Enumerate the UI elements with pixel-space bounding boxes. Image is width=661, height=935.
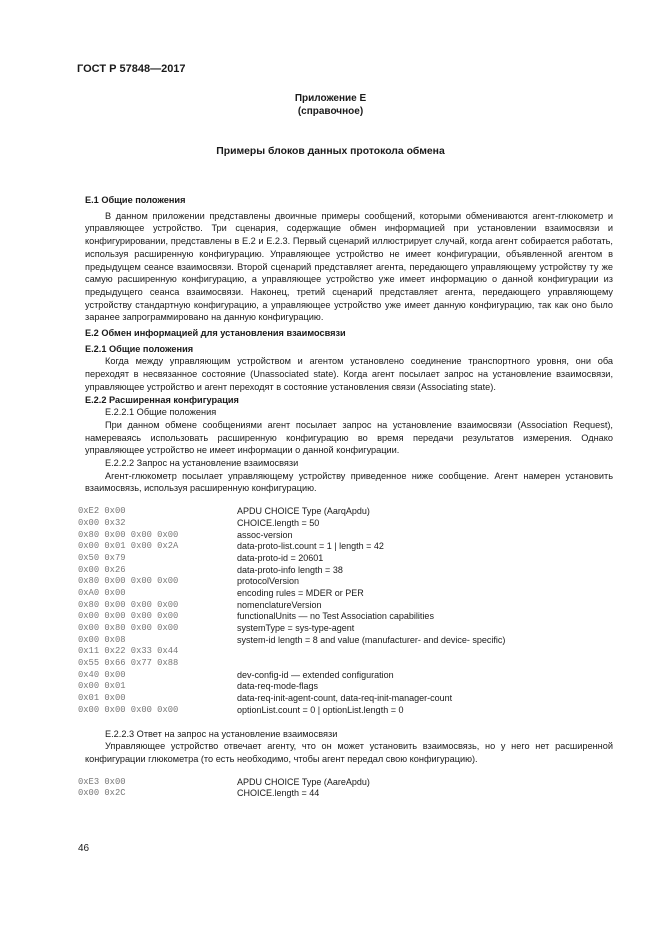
code-line (78, 669, 613, 682)
code-hex: 0x40 0x00 (78, 669, 126, 680)
code-line (78, 623, 613, 635)
annex-main-title: Примеры блоков данных протокола обмена (216, 146, 445, 157)
code-hex: 0x11 0x22 0x33 0x44 (78, 646, 179, 657)
page-number: 46 (78, 843, 90, 854)
code-hex: 0x00 0x01 0x00 0x2A (78, 541, 179, 552)
code-line (78, 587, 613, 600)
section-heading-e1: Е.1 Общие положения (85, 195, 186, 205)
code-hex: 0x00 0x01 (78, 681, 126, 692)
section-heading-e21: Е.2.1 Общие положения (85, 343, 194, 354)
code-line (78, 599, 613, 612)
code-description: CHOICE.length = 50 (237, 517, 320, 528)
paragraph-e223: Управляющее устройство отвечает агенту, что он может установить взаимосвязь, но у него нет расширенной конфигурации глюкометра (то есть необходимо, чтобы агент передал свою конфигурацию). (85, 741, 613, 764)
code-line (78, 517, 613, 530)
code-description: dev-config-id — extended configuration (237, 669, 394, 680)
code-description: data-proto-info length = 38 (237, 564, 343, 575)
paragraph-e221: При данном обмене сообщениями агент посылает запрос на установление взаимосвязи (Association Request), намереваясь использовать расширенную конфигурацию во время передачи результатов измерения. Однако управляющее устройство не имеет информации о данной конфигурации. (85, 419, 613, 456)
code-description: nomenclatureVersion (237, 599, 322, 610)
code-line (78, 693, 613, 705)
code-hex: 0x80 0x00 0x00 0x00 (78, 529, 179, 540)
code-description: system-id length = 8 and value (manufacturer- and device- specific) (237, 634, 506, 645)
section-heading-e222: Е.2.2.2 Запрос на установление взаимосвязи (105, 458, 299, 469)
code-description (237, 646, 613, 658)
code-description: APDU CHOICE Type (AareApdu) (237, 776, 370, 787)
section-heading-e223: Е.2.2.3 Ответ на запрос на установление взаимосвязи (105, 728, 338, 739)
code-hex: 0xE3 0x00 (78, 776, 126, 787)
code-description: data-req-mode-flags (237, 681, 319, 692)
code-description: systemType = sys-type-agent (237, 623, 355, 634)
annex-type: (справочное) (297, 106, 364, 117)
section-heading-e221: Е.2.2.1 Общие положения (105, 407, 217, 418)
document-id: ГОСТ Р 57848—2017 (77, 63, 186, 75)
code-line (78, 541, 613, 553)
code-hex: 0x00 0x2C (78, 788, 126, 799)
section-heading-e22: Е.2.2 Расширенная конфигурация (85, 394, 239, 405)
code-line (78, 681, 613, 693)
paragraph-e21: Когда между управляющим устройством и агентом установлено соединение транспортного уровня, они оба переходят в несвязанное состояние (Unassociated state). Когда агент посылает запрос на установление взаимосвязи, управляющее устройство и агент переходят в состояние установления связи (Associating state). (85, 356, 613, 392)
code-description: functionalUnits — no Test Association capabilities (237, 611, 434, 622)
code-description: protocolVersion (237, 576, 300, 587)
annex-title: Приложение Е (294, 93, 367, 104)
code-hex: 0x00 0x26 (78, 564, 126, 575)
code-description: data-proto-list.count = 1 | length = 42 (237, 541, 384, 552)
code-hex: 0x00 0x00 0x00 0x00 (78, 611, 179, 622)
document-body (78, 194, 613, 800)
code-description (237, 658, 613, 670)
code-line (78, 704, 613, 717)
code-line (78, 634, 613, 647)
code-hex: 0x00 0x00 0x00 0x00 (78, 704, 179, 715)
code-hex: 0xA0 0x00 (78, 587, 126, 598)
code-hex: 0x80 0x00 0x00 0x00 (78, 576, 179, 587)
code-description: data-req-init-agent-count, data-req-init-manager-count (237, 693, 453, 704)
code-line (78, 658, 613, 670)
code-description: APDU CHOICE Type (AarqApdu) (237, 506, 370, 517)
code-description: assoc-version (237, 529, 293, 540)
code-line (78, 529, 613, 542)
code-line (78, 611, 613, 623)
code-hex: 0x50 0x79 (78, 552, 126, 563)
code-line (78, 576, 613, 588)
code-block-association-response (78, 776, 613, 800)
code-hex: 0x00 0x32 (78, 517, 126, 528)
code-hex: 0x80 0x00 0x00 0x00 (78, 599, 179, 610)
paragraph-e1: В данном приложении представлены двоичные примеры сообщений, которыми обмениваются агент-глюкометр и управляющее устройство. Три сценария, содержащие обмен информацией при установлении взаимосвязи и конфигурировании, представлены в Е.2 и Е.2.3. Первый сценарий иллюстрирует случай, когда агент собирается работать, используя расширенную конфигурацию. Управляющее устройство не имеет конфигурации, объявленной агентом в предыдущем сеансе взаимосвязи. Второй сценарий представляет агента, передающего управляющему устройству ту же самую расширенную конфигурацию, а управляющее устройство уже имеет информацию о данной конфигурации из предыдущего сеанса взаимосвязи. Наконец, третий сценарий представляет агента, передающего управляющему устройству стандартную конфигурацию, а управляющее устройство уже имеет данную конфигурацию, так как оно было заранее запрограммировано на данную конфигурацию. (85, 210, 613, 323)
code-hex: 0xE2 0x00 (78, 506, 126, 517)
code-block-association-request (78, 506, 613, 716)
annex-heading (0, 92, 661, 118)
code-line (78, 776, 613, 789)
code-hex: 0x01 0x00 (78, 693, 126, 704)
code-line (78, 646, 613, 658)
code-line (78, 552, 613, 565)
code-hex: 0x00 0x80 0x00 0x00 (78, 623, 179, 634)
code-hex: 0x55 0x66 0x77 0x88 (78, 658, 179, 669)
code-line (78, 788, 613, 800)
code-description: encoding rules = MDER or PER (237, 587, 364, 598)
section-heading-e2: Е.2 Обмен информацией для установления взаимосвязи (85, 328, 346, 339)
code-hex: 0x00 0x08 (78, 634, 126, 645)
code-line (78, 564, 613, 577)
code-description: CHOICE.length = 44 (237, 788, 320, 799)
code-description: optionList.count = 0 | optionList.length = 0 (237, 704, 404, 715)
paragraph-e222: Агент-глюкометр посылает управляющему устройству приведенное ниже сообщение. Агент намерен установить взаимосвязь, используя расширенную конфигурацию. (85, 470, 613, 494)
code-description: data-proto-id = 20601 (237, 552, 324, 563)
code-line (78, 506, 613, 518)
